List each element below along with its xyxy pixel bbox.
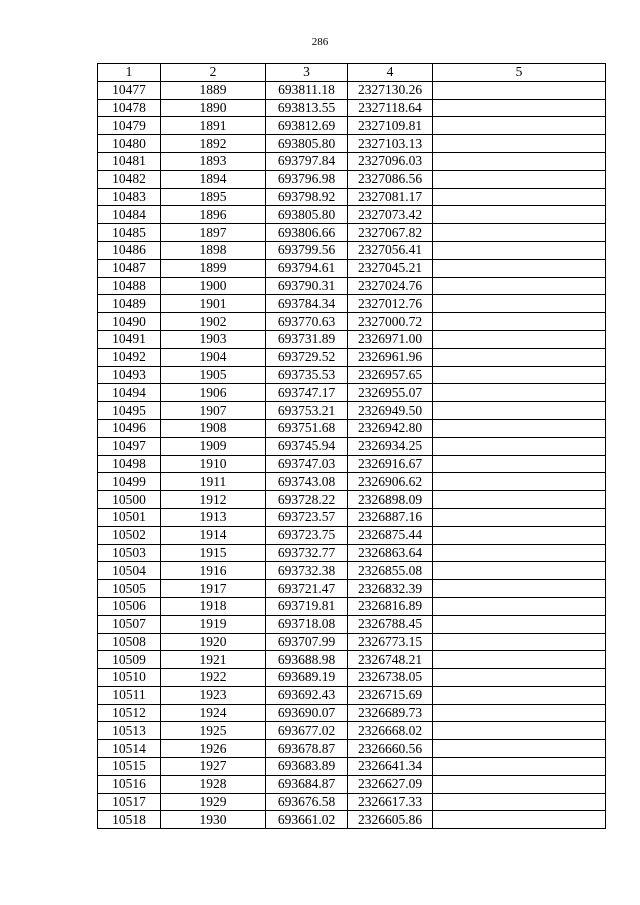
table-row [98, 81, 606, 99]
table-cell-col-5 [433, 455, 606, 473]
table-row [98, 170, 606, 188]
table-cell-col-2: 1890 [161, 99, 266, 117]
table-cell-col-2: 1895 [161, 188, 266, 206]
table-cell-col-1: 10507 [98, 615, 161, 633]
table-cell-col-5 [433, 384, 606, 402]
table-cell-col-2: 1891 [161, 117, 266, 135]
table-cell-col-5 [433, 206, 606, 224]
table-cell-col-4: 2326961.96 [348, 348, 433, 366]
table-cell-col-2: 1905 [161, 366, 266, 384]
table-cell-col-5 [433, 562, 606, 580]
table-cell-col-5 [433, 722, 606, 740]
table-cell-col-4: 2326641.34 [348, 758, 433, 776]
table-cell-col-3: 693747.17 [266, 384, 348, 402]
table-cell-col-3: 693661.02 [266, 811, 348, 829]
table-row [98, 384, 606, 402]
table-row [98, 651, 606, 669]
table-cell-col-2: 1889 [161, 81, 266, 99]
table-cell-col-3: 693729.52 [266, 348, 348, 366]
table-row [98, 402, 606, 420]
table-cell-col-1: 10518 [98, 811, 161, 829]
table-row [98, 811, 606, 829]
table-cell-col-2: 1921 [161, 651, 266, 669]
table-cell-col-4: 2326738.05 [348, 669, 433, 687]
table-cell-col-4: 2327086.56 [348, 170, 433, 188]
table-cell-col-1: 10506 [98, 597, 161, 615]
table-cell-col-3: 693798.92 [266, 188, 348, 206]
table-row [98, 722, 606, 740]
table-cell-col-4: 2326916.67 [348, 455, 433, 473]
table-row [98, 615, 606, 633]
table-cell-col-3: 693813.55 [266, 99, 348, 117]
table-cell-col-5 [433, 241, 606, 259]
table-cell-col-5 [433, 99, 606, 117]
table-cell-col-3: 693784.34 [266, 295, 348, 313]
table-cell-col-3: 693799.56 [266, 241, 348, 259]
table-row [98, 526, 606, 544]
table-cell-col-3: 693723.75 [266, 526, 348, 544]
table-cell-col-4: 2327012.76 [348, 295, 433, 313]
table-cell-col-5 [433, 811, 606, 829]
table-cell-col-1: 10481 [98, 152, 161, 170]
table-row [98, 313, 606, 331]
table-cell-col-2: 1909 [161, 437, 266, 455]
table-cell-col-5 [433, 491, 606, 509]
table-cell-col-3: 693735.53 [266, 366, 348, 384]
table-cell-col-2: 1920 [161, 633, 266, 651]
table-cell-col-5 [433, 633, 606, 651]
table-cell-col-5 [433, 597, 606, 615]
table-cell-col-2: 1924 [161, 704, 266, 722]
table-cell-col-5 [433, 775, 606, 793]
table-cell-col-3: 693692.43 [266, 686, 348, 704]
table-cell-col-1: 10479 [98, 117, 161, 135]
table-cell-col-3: 693676.58 [266, 793, 348, 811]
table-row [98, 152, 606, 170]
table-cell-col-1: 10493 [98, 366, 161, 384]
table-row [98, 330, 606, 348]
table-cell-col-4: 2326816.89 [348, 597, 433, 615]
table-cell-col-5 [433, 526, 606, 544]
table-cell-col-1: 10498 [98, 455, 161, 473]
table-cell-col-4: 2326863.64 [348, 544, 433, 562]
table-cell-col-5 [433, 669, 606, 687]
table-cell-col-3: 693732.38 [266, 562, 348, 580]
table-cell-col-2: 1925 [161, 722, 266, 740]
table-row [98, 508, 606, 526]
table-cell-col-5 [433, 135, 606, 153]
table-cell-col-3: 693747.03 [266, 455, 348, 473]
table-row [98, 562, 606, 580]
table-cell-col-3: 693796.98 [266, 170, 348, 188]
table-row [98, 99, 606, 117]
table-cell-col-4: 2326832.39 [348, 580, 433, 598]
table-cell-col-1: 10500 [98, 491, 161, 509]
table-cell-col-2: 1913 [161, 508, 266, 526]
table-cell-col-1: 10497 [98, 437, 161, 455]
table-cell-col-1: 10491 [98, 330, 161, 348]
table-cell-col-5 [433, 81, 606, 99]
table-cell-col-1: 10490 [98, 313, 161, 331]
table-cell-col-2: 1901 [161, 295, 266, 313]
table-cell-col-3: 693770.63 [266, 313, 348, 331]
table-cell-col-3: 693805.80 [266, 206, 348, 224]
table-row [98, 491, 606, 509]
table-cell-col-2: 1918 [161, 597, 266, 615]
table-cell-col-2: 1923 [161, 686, 266, 704]
table-row [98, 758, 606, 776]
table-row [98, 348, 606, 366]
table-cell-col-3: 693753.21 [266, 402, 348, 420]
table-cell-col-1: 10512 [98, 704, 161, 722]
table-cell-col-1: 10517 [98, 793, 161, 811]
table-cell-col-1: 10503 [98, 544, 161, 562]
table-cell-col-1: 10501 [98, 508, 161, 526]
table-cell-col-2: 1906 [161, 384, 266, 402]
table-cell-col-2: 1904 [161, 348, 266, 366]
table-cell-col-1: 10515 [98, 758, 161, 776]
table-cell-col-1: 10504 [98, 562, 161, 580]
table-cell-col-5 [433, 544, 606, 562]
table-cell-col-2: 1912 [161, 491, 266, 509]
table-cell-col-4: 2326627.09 [348, 775, 433, 793]
table-cell-col-1: 10508 [98, 633, 161, 651]
table-row [98, 277, 606, 295]
table-cell-col-3: 693751.68 [266, 419, 348, 437]
table-row [98, 188, 606, 206]
table-cell-col-5 [433, 437, 606, 455]
table-cell-col-4: 2326855.08 [348, 562, 433, 580]
table-cell-col-2: 1914 [161, 526, 266, 544]
table-cell-col-5 [433, 580, 606, 598]
table-cell-col-4: 2326773.15 [348, 633, 433, 651]
table-row [98, 455, 606, 473]
table-row [98, 259, 606, 277]
table-cell-col-3: 693732.77 [266, 544, 348, 562]
table-cell-col-4: 2327103.13 [348, 135, 433, 153]
table-cell-col-1: 10477 [98, 81, 161, 99]
table-cell-col-1: 10516 [98, 775, 161, 793]
page-number: 286 [311, 36, 329, 48]
table-cell-col-2: 1896 [161, 206, 266, 224]
table-cell-col-4: 2326617.33 [348, 793, 433, 811]
table-row [98, 224, 606, 242]
table-cell-col-3: 693812.69 [266, 117, 348, 135]
coordinates-table [97, 63, 606, 829]
table-row [98, 793, 606, 811]
table-cell-col-1: 10485 [98, 224, 161, 242]
table-row [98, 544, 606, 562]
table-cell-col-4: 2326934.25 [348, 437, 433, 455]
table-cell-col-4: 2326957.65 [348, 366, 433, 384]
table-row [98, 633, 606, 651]
table-cell-col-4: 2326955.07 [348, 384, 433, 402]
table-cell-col-4: 2327096.03 [348, 152, 433, 170]
table-cell-col-1: 10496 [98, 419, 161, 437]
table-cell-col-1: 10492 [98, 348, 161, 366]
table-cell-col-5 [433, 615, 606, 633]
table-cell-col-4: 2327073.42 [348, 206, 433, 224]
header-cell-2: 2 [161, 64, 266, 82]
table-cell-col-2: 1893 [161, 152, 266, 170]
table-cell-col-5 [433, 277, 606, 295]
table-cell-col-2: 1908 [161, 419, 266, 437]
table-row [98, 686, 606, 704]
table-cell-col-3: 693728.22 [266, 491, 348, 509]
table-cell-col-4: 2326715.69 [348, 686, 433, 704]
table-cell-col-5 [433, 117, 606, 135]
table-cell-col-1: 10478 [98, 99, 161, 117]
table-cell-col-1: 10487 [98, 259, 161, 277]
table-cell-col-3: 693794.61 [266, 259, 348, 277]
table-cell-col-1: 10488 [98, 277, 161, 295]
table-cell-col-2: 1900 [161, 277, 266, 295]
header-cell-5: 5 [433, 64, 606, 82]
header-cell-3: 3 [266, 64, 348, 82]
table-cell-col-4: 2327067.82 [348, 224, 433, 242]
table-cell-col-5 [433, 419, 606, 437]
table-cell-col-4: 2326660.56 [348, 740, 433, 758]
table-cell-col-2: 1916 [161, 562, 266, 580]
table-cell-col-3: 693689.19 [266, 669, 348, 687]
table-cell-col-2: 1910 [161, 455, 266, 473]
table-row [98, 775, 606, 793]
table-cell-col-1: 10505 [98, 580, 161, 598]
table-cell-col-4: 2327118.64 [348, 99, 433, 117]
table-cell-col-3: 693745.94 [266, 437, 348, 455]
table-cell-col-3: 693721.47 [266, 580, 348, 598]
table-cell-col-1: 10499 [98, 473, 161, 491]
table-cell-col-1: 10511 [98, 686, 161, 704]
table-cell-col-2: 1930 [161, 811, 266, 829]
table-row [98, 419, 606, 437]
table-cell-col-2: 1922 [161, 669, 266, 687]
table-cell-col-3: 693805.80 [266, 135, 348, 153]
table-cell-col-5 [433, 152, 606, 170]
table-cell-col-2: 1903 [161, 330, 266, 348]
table-cell-col-3: 693743.08 [266, 473, 348, 491]
table-cell-col-2: 1928 [161, 775, 266, 793]
table-cell-col-1: 10486 [98, 241, 161, 259]
table-cell-col-3: 693707.99 [266, 633, 348, 651]
table-cell-col-2: 1897 [161, 224, 266, 242]
table-cell-col-1: 10483 [98, 188, 161, 206]
table-cell-col-5 [433, 330, 606, 348]
table-cell-col-4: 2327081.17 [348, 188, 433, 206]
table-cell-col-2: 1907 [161, 402, 266, 420]
table-row [98, 740, 606, 758]
header-row [98, 64, 606, 82]
table-cell-col-1: 10513 [98, 722, 161, 740]
table-cell-col-2: 1911 [161, 473, 266, 491]
table-cell-col-4: 2326898.09 [348, 491, 433, 509]
table-cell-col-3: 693719.81 [266, 597, 348, 615]
table-cell-col-2: 1919 [161, 615, 266, 633]
table-cell-col-4: 2327109.81 [348, 117, 433, 135]
table-cell-col-3: 693790.31 [266, 277, 348, 295]
table-cell-col-5 [433, 508, 606, 526]
table-cell-col-2: 1917 [161, 580, 266, 598]
table-cell-col-4: 2327056.41 [348, 241, 433, 259]
table-row [98, 580, 606, 598]
table-cell-col-4: 2326605.86 [348, 811, 433, 829]
table-cell-col-1: 10484 [98, 206, 161, 224]
table-cell-col-5 [433, 758, 606, 776]
table-cell-col-4: 2326788.45 [348, 615, 433, 633]
table-cell-col-3: 693797.84 [266, 152, 348, 170]
table-cell-col-3: 693683.89 [266, 758, 348, 776]
table-cell-col-5 [433, 188, 606, 206]
table-cell-col-4: 2326875.44 [348, 526, 433, 544]
table-cell-col-5 [433, 366, 606, 384]
table-row [98, 473, 606, 491]
table-cell-col-3: 693688.98 [266, 651, 348, 669]
table-cell-col-3: 693718.08 [266, 615, 348, 633]
table-cell-col-4: 2327130.26 [348, 81, 433, 99]
table-cell-col-1: 10510 [98, 669, 161, 687]
table-cell-col-2: 1892 [161, 135, 266, 153]
table-cell-col-1: 10482 [98, 170, 161, 188]
table-row [98, 241, 606, 259]
table-cell-col-5 [433, 224, 606, 242]
table-cell-col-5 [433, 295, 606, 313]
table-cell-col-3: 693731.89 [266, 330, 348, 348]
table-cell-col-4: 2326689.73 [348, 704, 433, 722]
table-cell-col-1: 10494 [98, 384, 161, 402]
table-cell-col-3: 693811.18 [266, 81, 348, 99]
header-cell-1: 1 [98, 64, 161, 82]
table-row [98, 117, 606, 135]
table-cell-col-1: 10489 [98, 295, 161, 313]
table-cell-col-1: 10509 [98, 651, 161, 669]
table-cell-col-4: 2327000.72 [348, 313, 433, 331]
table-row [98, 597, 606, 615]
table-cell-col-1: 10480 [98, 135, 161, 153]
table-cell-col-4: 2326906.62 [348, 473, 433, 491]
table-cell-col-5 [433, 473, 606, 491]
table-cell-col-5 [433, 170, 606, 188]
table-cell-col-4: 2326748.21 [348, 651, 433, 669]
table-row [98, 437, 606, 455]
table-cell-col-2: 1899 [161, 259, 266, 277]
table-row [98, 366, 606, 384]
table-cell-col-3: 693806.66 [266, 224, 348, 242]
table-cell-col-4: 2326668.02 [348, 722, 433, 740]
table-cell-col-2: 1926 [161, 740, 266, 758]
table-cell-col-5 [433, 402, 606, 420]
table-cell-col-5 [433, 259, 606, 277]
table-row [98, 135, 606, 153]
table-cell-col-4: 2326887.16 [348, 508, 433, 526]
header-cell-4: 4 [348, 64, 433, 82]
table-cell-col-2: 1927 [161, 758, 266, 776]
table-cell-col-2: 1929 [161, 793, 266, 811]
table-cell-col-4: 2327024.76 [348, 277, 433, 295]
table-cell-col-1: 10514 [98, 740, 161, 758]
table-cell-col-4: 2327045.21 [348, 259, 433, 277]
table-cell-col-1: 10502 [98, 526, 161, 544]
table-header [98, 64, 606, 82]
table-cell-col-3: 693678.87 [266, 740, 348, 758]
table-cell-col-4: 2326949.50 [348, 402, 433, 420]
table-cell-col-2: 1902 [161, 313, 266, 331]
table-cell-col-3: 693677.02 [266, 722, 348, 740]
table-cell-col-2: 1898 [161, 241, 266, 259]
table-cell-col-5 [433, 704, 606, 722]
table-cell-col-4: 2326942.80 [348, 419, 433, 437]
table-row [98, 206, 606, 224]
table-cell-col-5 [433, 740, 606, 758]
table-row [98, 669, 606, 687]
table-cell-col-1: 10495 [98, 402, 161, 420]
table-cell-col-3: 693690.07 [266, 704, 348, 722]
table-cell-col-5 [433, 651, 606, 669]
table-row [98, 704, 606, 722]
table-row [98, 295, 606, 313]
table-cell-col-5 [433, 686, 606, 704]
table-cell-col-3: 693684.87 [266, 775, 348, 793]
table-body [98, 81, 606, 828]
table-cell-col-4: 2326971.00 [348, 330, 433, 348]
table-cell-col-5 [433, 348, 606, 366]
table-cell-col-5 [433, 313, 606, 331]
table-cell-col-2: 1915 [161, 544, 266, 562]
table-cell-col-3: 693723.57 [266, 508, 348, 526]
table-cell-col-5 [433, 793, 606, 811]
table-cell-col-2: 1894 [161, 170, 266, 188]
